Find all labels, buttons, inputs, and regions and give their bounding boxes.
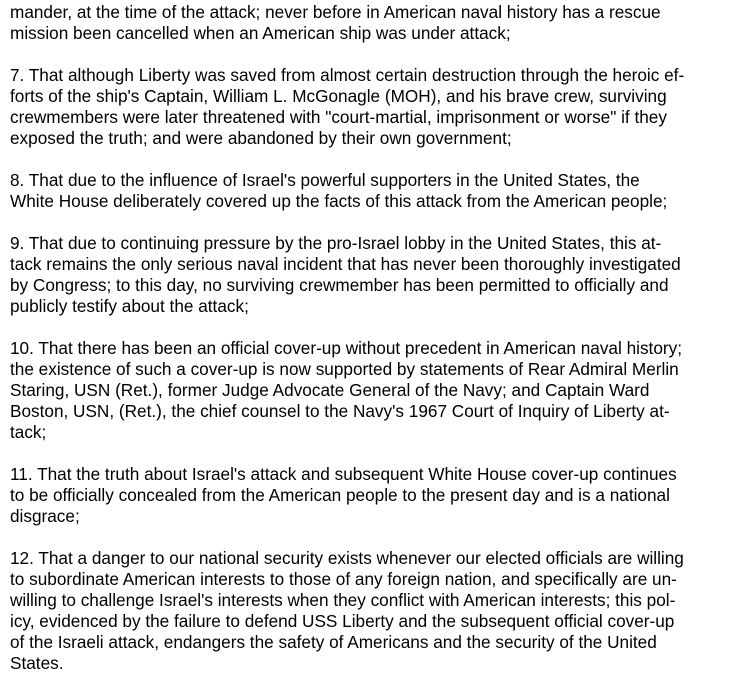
- paragraph-item-11: [10, 464, 729, 527]
- text-line: White House deliberately covered up the facts of this attack from the American people;: [10, 191, 668, 211]
- text-line: 8. That due to the influence of Israel's powerful supporters in the United States, the: [10, 170, 640, 190]
- text-line: crewmembers were later threatened with "court-martial, imprisonment or worse" if they: [10, 107, 667, 127]
- paragraph-item-8: [10, 170, 729, 212]
- text-line: exposed the truth; and were abandoned by their own government;: [10, 128, 512, 148]
- text-line: forts of the ship's Captain, William L. McGonagle (MOH), and his brave crew, surviving: [10, 86, 667, 106]
- text-line: mander, at the time of the attack; never before in American naval history has a rescue: [10, 2, 661, 22]
- text-line: by Congress; to this day, no surviving crewmember has been permitted to officially and: [10, 275, 669, 295]
- paragraph-item-12: [10, 548, 729, 674]
- paragraph-item-7: [10, 65, 729, 149]
- text-line: disgrace;: [10, 506, 80, 526]
- text-line: to be officially concealed from the American people to the present day and is a national: [10, 485, 670, 505]
- text-line: Boston, USN, (Ret.), the chief counsel to the Navy's 1967 Court of Inquiry of Liberty at-: [10, 401, 670, 421]
- text-line: Staring, USN (Ret.), former Judge Advocate General of the Navy; and Captain Ward: [10, 380, 650, 400]
- text-line: publicly testify about the attack;: [10, 296, 249, 316]
- text-line: 11. That the truth about Israel's attack and subsequent White House cover-up continues: [10, 464, 677, 484]
- text-line: 10. That there has been an official cover-up without precedent in American naval history;: [10, 338, 682, 358]
- text-line: 12. That a danger to our national security exists whenever our elected officials are willing: [10, 548, 684, 568]
- text-line: 9. That due to continuing pressure by the pro-Israel lobby in the United States, this at-: [10, 233, 662, 253]
- text-line: States.: [10, 653, 64, 673]
- paragraph-continuation: [10, 2, 729, 44]
- text-line: tack;: [10, 422, 47, 442]
- text-line: tack remains the only serious naval incident that has never been thoroughly investigated: [10, 254, 681, 274]
- text-line: 7. That although Liberty was saved from almost certain destruction through the heroic ef-: [10, 65, 685, 85]
- text-line: icy, evidenced by the failure to defend USS Liberty and the subsequent official cover-up: [10, 611, 675, 631]
- text-line: to subordinate American interests to those of any foreign nation, and specifically are un-: [10, 569, 677, 589]
- text-line: the existence of such a cover-up is now supported by statements of Rear Admiral Merlin: [10, 359, 679, 379]
- text-line: of the Israeli attack, endangers the safety of Americans and the security of the United: [10, 632, 657, 652]
- text-line: willing to challenge Israel's interests when they conflict with American interests; this pol-: [10, 590, 676, 610]
- text-line: mission been cancelled when an American ship was under attack;: [10, 23, 511, 43]
- paragraph-item-10: [10, 338, 729, 443]
- paragraph-item-9: [10, 233, 729, 317]
